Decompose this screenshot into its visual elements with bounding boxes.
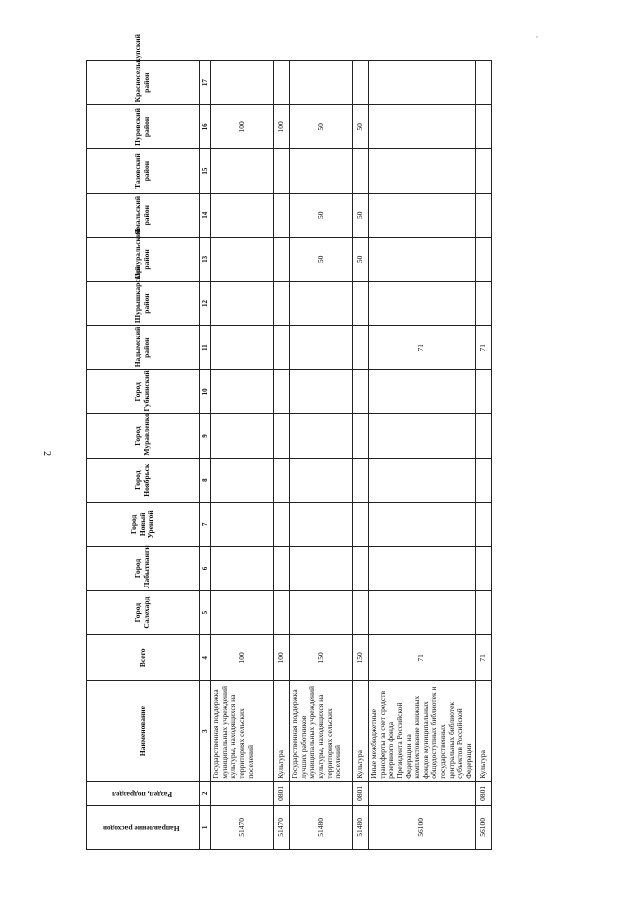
index-cell: 9 bbox=[200, 414, 211, 458]
value-cell: 71 bbox=[475, 635, 491, 681]
value-cell bbox=[211, 370, 274, 414]
value-cell bbox=[290, 61, 353, 105]
code-cell: 51470 bbox=[274, 805, 290, 849]
value-cell bbox=[274, 502, 290, 546]
header-cell: Шурышкарский район bbox=[87, 281, 200, 325]
value-cell bbox=[274, 326, 290, 370]
header-cell: Надымский район bbox=[87, 326, 200, 370]
value-cell bbox=[369, 149, 476, 193]
value-cell: 50 bbox=[353, 193, 369, 237]
value-cell bbox=[475, 370, 491, 414]
value-cell: 50 bbox=[353, 237, 369, 281]
budget-table bbox=[86, 34, 492, 850]
section-cell bbox=[369, 781, 476, 805]
value-cell bbox=[369, 546, 476, 590]
value-cell bbox=[274, 149, 290, 193]
value-cell bbox=[475, 414, 491, 458]
code-cell: 51480 bbox=[353, 805, 369, 849]
index-cell: 8 bbox=[200, 458, 211, 502]
value-cell bbox=[290, 370, 353, 414]
value-cell bbox=[211, 326, 274, 370]
value-cell bbox=[290, 326, 353, 370]
value-cell bbox=[274, 414, 290, 458]
value-cell bbox=[475, 61, 491, 105]
value-cell bbox=[290, 591, 353, 635]
value-cell bbox=[369, 458, 476, 502]
value-cell bbox=[353, 414, 369, 458]
value-cell bbox=[211, 149, 274, 193]
value-cell bbox=[353, 149, 369, 193]
table-row bbox=[369, 61, 476, 850]
section-cell bbox=[211, 781, 274, 805]
value-cell bbox=[353, 458, 369, 502]
value-cell bbox=[353, 591, 369, 635]
value-cell bbox=[475, 502, 491, 546]
value-cell bbox=[211, 458, 274, 502]
rotated-table-frame bbox=[86, 34, 487, 850]
section-cell bbox=[290, 781, 353, 805]
value-cell bbox=[353, 281, 369, 325]
value-cell: 50 bbox=[290, 105, 353, 149]
value-cell bbox=[353, 61, 369, 105]
value-cell bbox=[274, 458, 290, 502]
value-cell bbox=[353, 502, 369, 546]
value-cell bbox=[353, 546, 369, 590]
code-cell: 51480 bbox=[290, 805, 353, 849]
value-cell: 100 bbox=[274, 105, 290, 149]
name-cell: Культура bbox=[353, 681, 369, 781]
name-cell: Культура bbox=[274, 681, 290, 781]
value-cell bbox=[475, 193, 491, 237]
table-row-subtotal bbox=[353, 61, 369, 850]
value-cell bbox=[369, 414, 476, 458]
code-cell: 56100 bbox=[369, 805, 476, 849]
value-cell bbox=[353, 370, 369, 414]
value-cell bbox=[369, 591, 476, 635]
header-cell: Ямальский район bbox=[87, 193, 200, 237]
value-cell bbox=[211, 237, 274, 281]
name-cell: Культура bbox=[475, 681, 491, 781]
index-cell: 3 bbox=[200, 681, 211, 781]
value-cell bbox=[274, 281, 290, 325]
header-cell: Приуральский район bbox=[87, 237, 200, 281]
value-cell bbox=[274, 591, 290, 635]
value-cell: 100 bbox=[211, 105, 274, 149]
value-cell: 71 bbox=[369, 635, 476, 681]
header-cell: Город Новый Уренгой bbox=[87, 502, 200, 546]
index-cell: 2 bbox=[200, 781, 211, 805]
value-cell bbox=[211, 546, 274, 590]
value-cell bbox=[475, 149, 491, 193]
index-cell: 14 bbox=[200, 193, 211, 237]
value-cell bbox=[290, 458, 353, 502]
value-cell bbox=[369, 105, 476, 149]
value-cell bbox=[211, 414, 274, 458]
code-cell: 51470 bbox=[211, 805, 274, 849]
header-cell: Наименование bbox=[87, 681, 200, 781]
index-cell: 12 bbox=[200, 281, 211, 325]
header-row bbox=[87, 61, 200, 850]
value-cell bbox=[475, 546, 491, 590]
corner-mark: , bbox=[536, 30, 538, 39]
value-cell bbox=[290, 149, 353, 193]
value-cell bbox=[475, 237, 491, 281]
value-cell: 71 bbox=[475, 326, 491, 370]
table-body bbox=[211, 61, 492, 850]
header-cell: Город Ноябрьск bbox=[87, 458, 200, 502]
value-cell: 150 bbox=[290, 635, 353, 681]
value-cell bbox=[274, 237, 290, 281]
value-cell bbox=[211, 281, 274, 325]
value-cell bbox=[211, 591, 274, 635]
index-cell: 4 bbox=[200, 635, 211, 681]
index-cell: 10 bbox=[200, 370, 211, 414]
index-cell: 16 bbox=[200, 105, 211, 149]
table-row-subtotal bbox=[475, 61, 491, 850]
name-cell: Иные межбюджетные трансферты за счет средств резервного фонда Президента Российской Федерации на комплектование книжных фондов муниципальных общедоступных библиотек и государственных центральных библиотек субъектов Российской Федерации bbox=[369, 681, 476, 781]
header-cell: Раздел, подраздел bbox=[87, 781, 200, 805]
name-cell: Государственная поддержка лучших работников муниципальных учреждений культуры, находящихся на территориях сельских поселений bbox=[290, 681, 353, 781]
value-cell bbox=[274, 546, 290, 590]
section-cell: 0801 bbox=[475, 781, 491, 805]
index-cell: 5 bbox=[200, 591, 211, 635]
header-cell: Город Губкинский bbox=[87, 370, 200, 414]
header-cell: Пуровский район bbox=[87, 105, 200, 149]
value-cell bbox=[369, 502, 476, 546]
header-cell: Направление расходов bbox=[87, 805, 200, 849]
header-cell: Тазовский район bbox=[87, 149, 200, 193]
value-cell bbox=[475, 105, 491, 149]
value-cell: 100 bbox=[274, 635, 290, 681]
section-cell: 0801 bbox=[353, 781, 369, 805]
value-cell bbox=[290, 414, 353, 458]
value-cell bbox=[369, 193, 476, 237]
index-cell: 13 bbox=[200, 237, 211, 281]
value-cell bbox=[274, 193, 290, 237]
value-cell: 50 bbox=[290, 193, 353, 237]
value-cell: 71 bbox=[369, 326, 476, 370]
value-cell: 100 bbox=[211, 635, 274, 681]
header-cell: Всего bbox=[87, 635, 200, 681]
value-cell bbox=[475, 591, 491, 635]
header-cell: Город Лабытнанги bbox=[87, 546, 200, 590]
value-cell bbox=[274, 61, 290, 105]
value-cell: 50 bbox=[290, 237, 353, 281]
header-cell: Красноселькупский район bbox=[87, 61, 200, 105]
header-cell: Город Салехард bbox=[87, 591, 200, 635]
value-cell bbox=[369, 281, 476, 325]
index-cell: 6 bbox=[200, 546, 211, 590]
value-cell bbox=[290, 281, 353, 325]
index-cell: 15 bbox=[200, 149, 211, 193]
header-cell: Город Муравленко bbox=[87, 414, 200, 458]
value-cell bbox=[475, 458, 491, 502]
value-cell bbox=[475, 281, 491, 325]
value-cell bbox=[290, 546, 353, 590]
index-cell: 11 bbox=[200, 326, 211, 370]
code-cell: 56100 bbox=[475, 805, 491, 849]
value-cell bbox=[211, 502, 274, 546]
table-row-subtotal bbox=[274, 61, 290, 850]
value-cell: 50 bbox=[353, 105, 369, 149]
table-row bbox=[211, 61, 274, 850]
value-cell bbox=[211, 61, 274, 105]
value-cell bbox=[353, 326, 369, 370]
value-cell bbox=[369, 237, 476, 281]
index-cell: 1 bbox=[200, 805, 211, 849]
value-cell: 150 bbox=[353, 635, 369, 681]
index-cell: 7 bbox=[200, 502, 211, 546]
table-row bbox=[290, 61, 353, 850]
value-cell bbox=[369, 61, 476, 105]
name-cell: Государственная поддержка муниципальных учреждений культуры, находящихся на территориях сельских поселений bbox=[211, 681, 274, 781]
value-cell bbox=[211, 193, 274, 237]
value-cell bbox=[290, 502, 353, 546]
page-number: 2 bbox=[41, 451, 52, 456]
value-cell bbox=[369, 370, 476, 414]
section-cell: 0801 bbox=[274, 781, 290, 805]
index-row bbox=[200, 61, 211, 850]
value-cell bbox=[274, 370, 290, 414]
index-cell: 17 bbox=[200, 61, 211, 105]
